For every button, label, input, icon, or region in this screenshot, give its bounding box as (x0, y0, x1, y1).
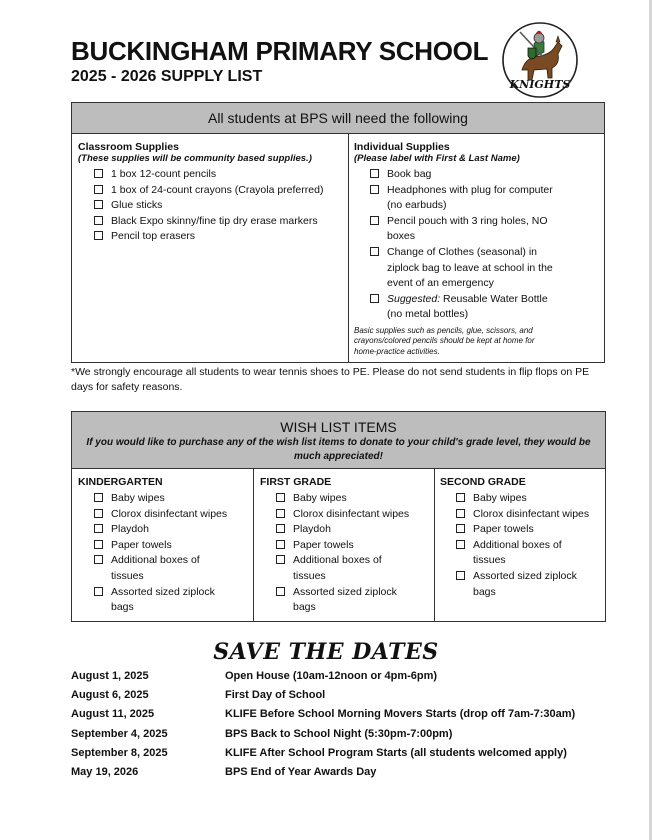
checklist-item (440, 569, 588, 600)
checklist-item (78, 553, 216, 584)
logo-text: KNIGHTS (509, 78, 571, 91)
item-label: Paper towels (473, 523, 534, 536)
item-label: Paper towels (111, 538, 172, 551)
event-date: August 1, 2025 (71, 670, 149, 682)
checkbox[interactable] (94, 555, 103, 564)
item-label: Pencil top erasers (111, 230, 196, 243)
checklist-item (78, 585, 226, 616)
wish-list-heading-bar (72, 412, 605, 469)
checklist-item (78, 491, 248, 507)
checklist-item (260, 522, 430, 538)
all-students-box (71, 102, 605, 363)
wish-list-body (72, 469, 605, 621)
item-label: Headphones with plug for computer (no earbuds) (387, 183, 553, 212)
item-label: Change of Clothes (seasonal) in ziplock bag to leave at school in the event of an emergency (387, 245, 553, 290)
checklist-item (354, 292, 564, 323)
checkbox[interactable] (276, 540, 285, 549)
event-description: KLIFE After School Program Starts (all students welcomed apply) (225, 746, 567, 759)
item-label: Clorox disinfectant wipes (473, 507, 590, 520)
all-students-body (72, 133, 604, 362)
checklist-item (78, 229, 348, 245)
item-label: Black Expo skinny/fine tip dry erase markers (111, 214, 318, 227)
wish-list-box (71, 411, 606, 622)
all-students-heading: All students at BPS will need the following (208, 110, 468, 126)
checkbox[interactable] (276, 587, 285, 596)
grade-title: SECOND GRADE (440, 476, 526, 488)
checklist-item (440, 538, 578, 569)
item-label: Paper towels (293, 538, 354, 551)
checklist-item (440, 491, 600, 507)
checklist-item (440, 522, 600, 538)
checklist-item (354, 183, 564, 214)
checkbox[interactable] (94, 200, 103, 209)
checkbox[interactable] (94, 540, 103, 549)
checkbox[interactable] (276, 493, 285, 502)
item-label: Baby wipes (473, 492, 527, 504)
checklist-item (260, 491, 430, 507)
checklist-item (78, 507, 248, 523)
checklist-item (78, 522, 248, 538)
checklist-item (78, 538, 248, 554)
individual-supplies-list (354, 167, 564, 323)
checklist-item (78, 198, 348, 214)
classroom-supplies-column (72, 133, 349, 362)
checklist-item (260, 538, 430, 554)
checkbox[interactable] (456, 571, 465, 580)
checklist-item (440, 507, 603, 523)
classroom-supplies-subtitle: (These supplies will be community based supplies.) (78, 153, 312, 164)
checklist-item (78, 167, 348, 183)
checkbox[interactable] (370, 247, 379, 256)
checkbox[interactable] (276, 555, 285, 564)
item-label: Baby wipes (293, 492, 347, 504)
checkbox[interactable] (94, 509, 103, 518)
checkbox[interactable] (456, 509, 465, 518)
item-label: Glue sticks (111, 199, 163, 212)
event-description: BPS Back to School Night (5:30pm-7:00pm) (225, 727, 453, 740)
event-date: May 19, 2026 (71, 765, 139, 778)
checklist-item (78, 183, 348, 199)
checkbox[interactable] (456, 540, 465, 549)
page-subtitle: 2025 - 2026 SUPPLY LIST (71, 68, 263, 85)
event-description: KLIFE Before School Morning Movers Starts (drop off 7am-7:30am) (225, 708, 576, 721)
classroom-supplies-title: Classroom Supplies (78, 141, 179, 153)
page-title: BUCKINGHAM PRIMARY SCHOOL (71, 36, 489, 66)
checkbox[interactable] (370, 185, 379, 194)
item-label: 1 box 12-count pencils (111, 168, 217, 180)
item-label: Clorox disinfectant wipes (293, 507, 410, 520)
item-label: Clorox disinfectant wipes (111, 507, 228, 520)
event-date: August 6, 2025 (71, 689, 149, 702)
checklist-item (260, 585, 408, 616)
event-description: Open House (10am-12noon or 4pm-6pm) (225, 670, 438, 682)
item-label: Book bag (387, 168, 432, 180)
individual-supplies-subtitle: (Please label with First & Last Name) (354, 153, 520, 164)
first-grade-list (260, 491, 430, 616)
checkbox[interactable] (276, 509, 285, 518)
kindergarten-column (72, 469, 254, 621)
basic-supplies-note: Basic supplies such as pencils, glue, scissors, and crayons/colored pencils should be kept at home for home-practice activities. (354, 325, 535, 356)
checkbox[interactable] (94, 216, 103, 225)
knights-logo (500, 20, 580, 100)
second-grade-column (435, 469, 605, 621)
checkbox[interactable] (370, 216, 379, 225)
item-label: Playdoh (293, 523, 331, 536)
checkbox[interactable] (456, 524, 465, 533)
item-label: Additional boxes of tissues (111, 554, 200, 582)
first-grade-column (254, 469, 435, 621)
checklist-item (260, 507, 430, 523)
event-date: September 8, 2025 (71, 746, 168, 759)
item-label: 1 box of 24-count crayons (Crayola preferred) (111, 183, 324, 196)
event-description: First Day of School (225, 689, 326, 702)
item-label: Assorted sized ziplock bags (111, 585, 215, 614)
wish-list-heading: WISH LIST ITEMS (280, 419, 397, 435)
second-grade-list (440, 491, 600, 600)
suggested-label: Suggested: (387, 292, 441, 305)
checkbox[interactable] (94, 185, 103, 194)
checklist-item (260, 553, 398, 584)
classroom-supplies-list (78, 167, 348, 245)
item-label: Additional boxes of tissues (293, 554, 382, 582)
grade-title: FIRST GRADE (260, 476, 332, 488)
event-description: BPS End of Year Awards Day (225, 765, 377, 778)
item-label: Playdoh (111, 523, 149, 536)
grade-title: KINDERGARTEN (78, 476, 163, 488)
item-label: Baby wipes (111, 492, 165, 504)
shoes-note: *We strongly encourage all students to wear tennis shoes to PE. Please do not send students in flip flops on PE days for safety reasons. (71, 366, 590, 393)
event-date: August 11, 2025 (71, 708, 155, 721)
item-label: Assorted sized ziplock bags (473, 569, 577, 598)
save-the-dates-title: SAVE THE DATES (213, 639, 439, 665)
item-label: Reusable Water Bottle (no metal bottles) (387, 292, 548, 321)
item-label: Additional boxes of tissues (473, 538, 562, 567)
kindergarten-list (78, 491, 248, 616)
all-students-heading-bar (72, 103, 604, 134)
checkbox[interactable] (370, 294, 379, 303)
checkbox[interactable] (276, 524, 285, 533)
checkbox[interactable] (94, 231, 103, 240)
checklist-item (78, 214, 348, 230)
checkbox[interactable] (94, 587, 103, 596)
checklist-item (354, 245, 564, 292)
individual-supplies-title: Individual Supplies (354, 141, 450, 153)
checklist-item (354, 167, 564, 183)
checkbox[interactable] (94, 524, 103, 533)
event-date: September 4, 2025 (71, 727, 168, 740)
checklist-item (354, 214, 564, 245)
item-label: Assorted sized ziplock bags (293, 585, 397, 614)
checkbox[interactable] (94, 169, 103, 178)
checkbox[interactable] (370, 169, 379, 178)
checkbox[interactable] (94, 493, 103, 502)
wish-list-subheading: If you would like to purchase any of the wish list items to donate to your child's grade level, they would be much appreciated! (86, 437, 591, 462)
item-label: Pencil pouch with 3 ring holes, NO boxes (387, 214, 548, 243)
checkbox[interactable] (456, 493, 465, 502)
